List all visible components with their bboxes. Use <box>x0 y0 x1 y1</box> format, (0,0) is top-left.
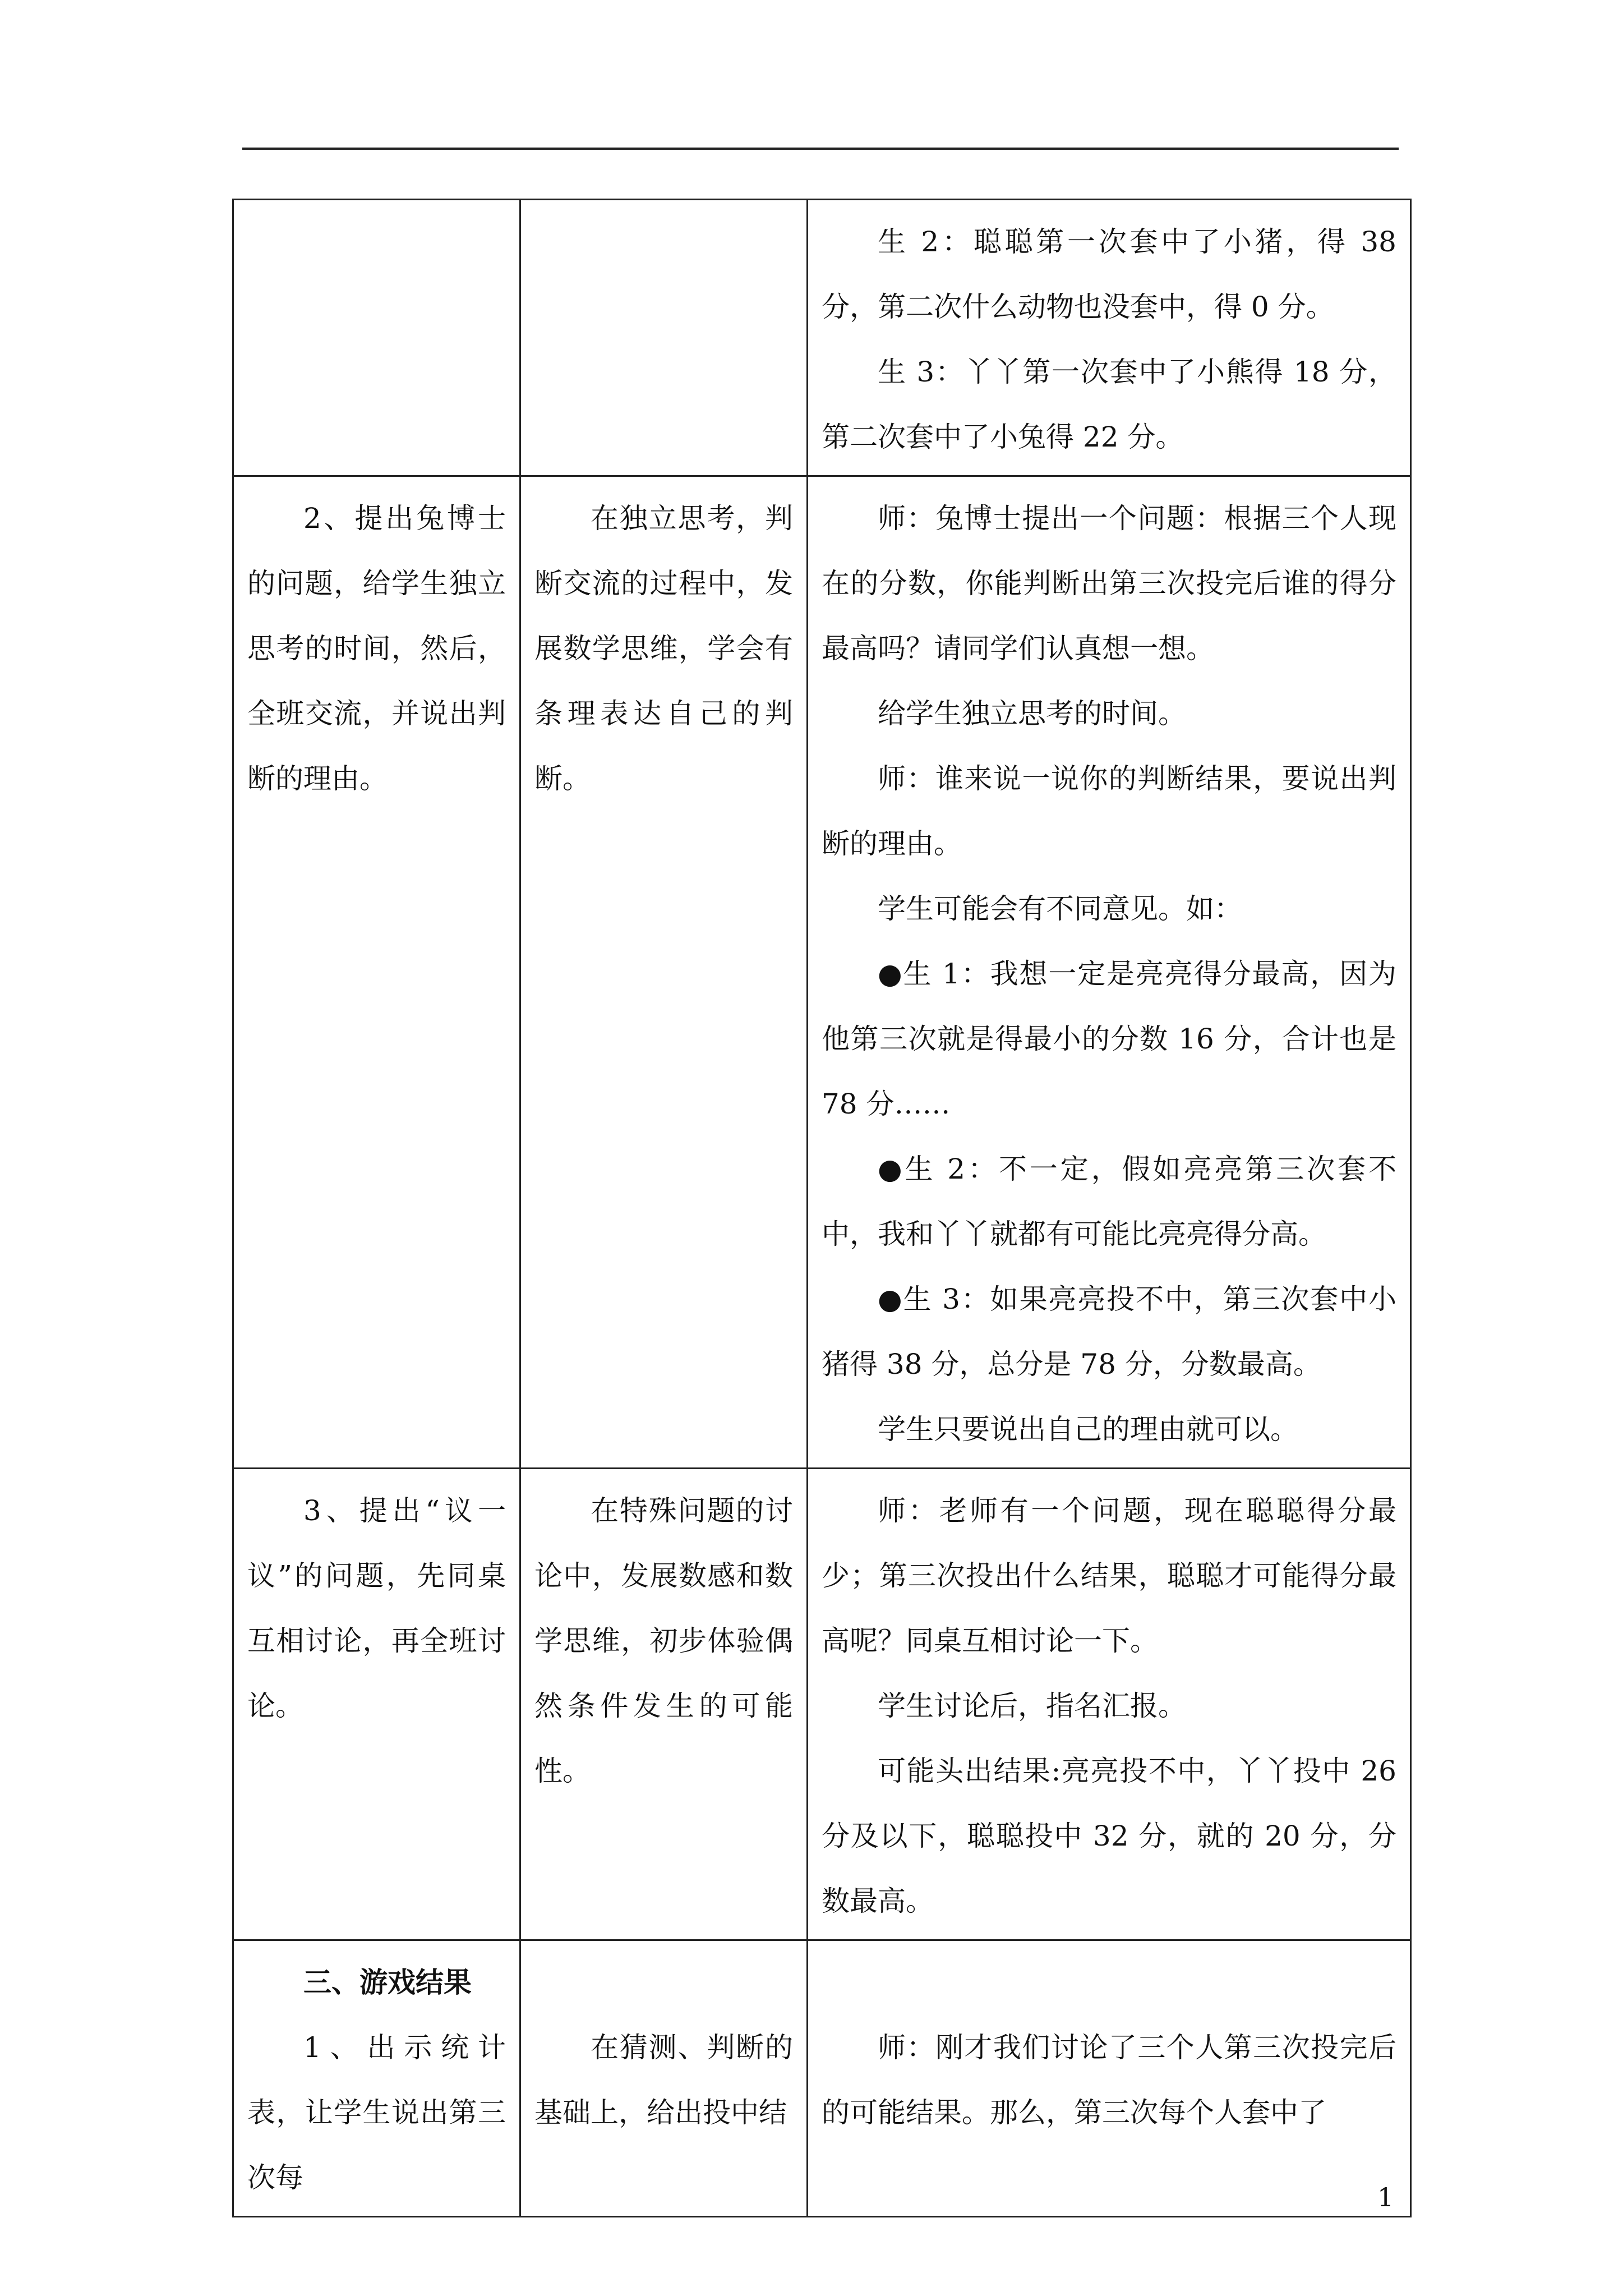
intent-text: 在猜测、判断的基础上，给出投中结 <box>534 2031 793 2129</box>
table-row <box>233 476 1411 1469</box>
activity-paragraph: 可能头出结果:亮亮投不中，丫丫投中 26 分及以下，聪聪投中 32 分，就的 20 分，分数最高。 <box>822 1755 1396 1917</box>
activity-paragraph: 学生可能会有不同意见。如： <box>878 892 1242 925</box>
activity-paragraph: 学生讨论后，指名汇报。 <box>878 1690 1186 1722</box>
activity-paragraph: 生 3：丫丫第一次套中了小熊得 18 分，第二次套中了小兔得 22 分。 <box>822 356 1396 453</box>
table-row <box>233 1469 1411 1940</box>
process-text: 2、提出兔博士的问题，给学生独立思考的时间，然后，全班交流，并说出判断的理由。 <box>247 502 506 795</box>
process-text: 3、提出“议一议”的问题，先同桌互相讨论，再全班讨论。 <box>247 1494 506 1722</box>
activity-paragraph: ●生 1：我想一定是亮亮得分最高，因为他第三次就是得最小的分数 16 分，合计也是 78 分…… <box>822 958 1396 1120</box>
section-heading: 三、游戏结果 <box>303 1966 472 1999</box>
activity-paragraph: 师：兔博士提出一个问题：根据三个人现在的分数，你能判断出第三次投完后谁的得分最高吗？请同学们认真想一想。 <box>822 502 1396 665</box>
activity-paragraph: 师：刚才我们讨论了三个人第三次投完后的可能结果。那么，第三次每个人套中了 <box>822 2031 1396 2129</box>
process-cell <box>233 476 520 1469</box>
activity-cell <box>808 476 1411 1469</box>
activity-paragraph: 学生只要说出自己的理由就可以。 <box>878 1413 1298 1446</box>
activity-paragraph: 给学生独立思考的时间。 <box>878 697 1186 730</box>
activity-paragraph: 师：老师有一个问题，现在聪聪得分最少；第三次投出什么结果，聪聪才可能得分最高呢？同桌互相讨论一下。 <box>822 1494 1396 1657</box>
process-text: 1、出示统计表，让学生说出第三次每 <box>247 2031 506 2194</box>
activity-cell <box>808 1469 1411 1940</box>
activity-paragraph: ●生 2：不一定，假如亮亮第三次套不中，我和丫丫就都有可能比亮亮得分高。 <box>822 1153 1396 1250</box>
process-cell <box>233 200 520 476</box>
header-rule <box>242 148 1399 150</box>
intent-cell <box>520 200 808 476</box>
activity-cell <box>808 1940 1411 2217</box>
intent-cell <box>520 476 808 1469</box>
process-cell <box>233 1940 520 2217</box>
activity-cell <box>808 200 1411 476</box>
intent-cell <box>520 1469 808 1940</box>
process-cell <box>233 1469 520 1940</box>
activity-paragraph: 生 2：聪聪第一次套中了小猪，得 38 分，第二次什么动物也没套中，得 0 分。 <box>822 226 1396 323</box>
activity-paragraph: 师：谁来说一说你的判断结果，要说出判断的理由。 <box>822 762 1396 860</box>
page-number: 1 <box>1377 2182 1394 2212</box>
table-row <box>233 200 1411 476</box>
intent-text: 在独立思考，判断交流的过程中，发展数学思维，学会有条理表达自己的判断。 <box>534 502 793 795</box>
lesson-plan-table <box>232 199 1412 2217</box>
activity-paragraph: ●生 3：如果亮亮投不中，第三次套中小猪得 38 分，总分是 78 分，分数最高。 <box>822 1283 1396 1381</box>
table-row <box>233 1940 1411 2217</box>
intent-cell <box>520 1940 808 2217</box>
intent-text: 在特殊问题的讨论中，发展数感和数学思维，初步体验偶然条件发生的可能性。 <box>534 1494 793 1787</box>
